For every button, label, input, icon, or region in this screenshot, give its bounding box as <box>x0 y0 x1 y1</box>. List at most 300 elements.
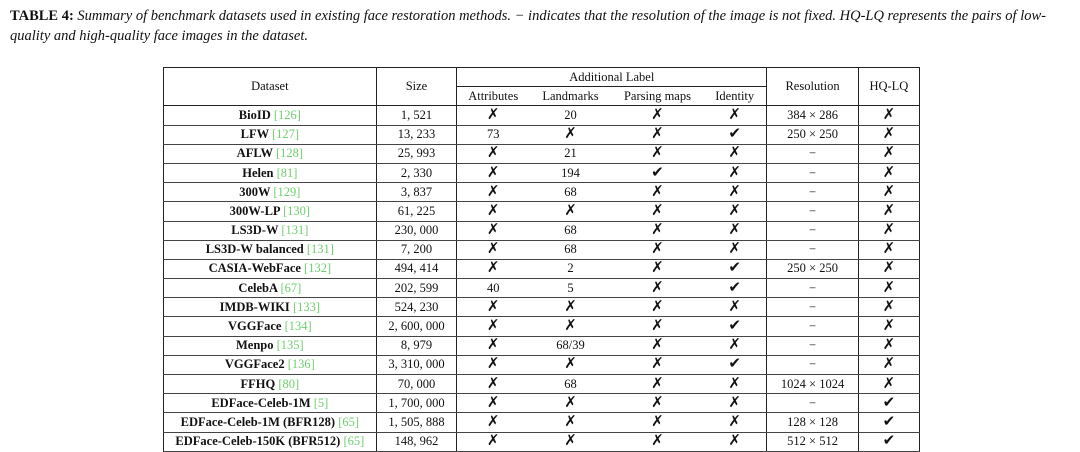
header-landmarks: Landmarks <box>529 87 612 106</box>
size-cell <box>376 375 457 394</box>
parsing-maps-cell <box>612 125 703 144</box>
table-row <box>164 298 920 317</box>
parsing-maps-cell-value: ✗ <box>651 241 664 258</box>
size-cell <box>376 163 457 182</box>
dataset-name: LS3D-W <box>231 223 279 238</box>
attributes-cell <box>457 375 529 394</box>
dataset-name: IMDB-WIKI <box>219 299 290 314</box>
table-row <box>164 202 920 221</box>
citation-link[interactable]: [135] <box>276 338 304 353</box>
citation-link[interactable]: [65] <box>338 414 360 429</box>
parsing-maps-cell-value: ✗ <box>651 126 664 143</box>
parsing-maps-cell <box>612 163 703 182</box>
attributes-cell <box>457 413 529 432</box>
header-resolution: Resolution <box>767 68 858 106</box>
size-cell <box>376 317 457 336</box>
identity-cell <box>703 240 767 259</box>
header-hq-lq: HQ-LQ <box>858 68 919 106</box>
size-cell-value: 2, 600, 000 <box>388 319 445 334</box>
landmarks-cell <box>529 336 612 355</box>
identity-cell-value: ✔ <box>728 279 741 296</box>
table-row <box>164 279 920 298</box>
parsing-maps-cell <box>612 221 703 240</box>
header-identity: Identity <box>703 87 767 106</box>
hq-lq-cell <box>858 221 919 240</box>
size-cell <box>376 202 457 221</box>
resolution-cell <box>767 394 858 413</box>
landmarks-cell <box>529 125 612 144</box>
attributes-cell-value: 40 <box>486 280 500 295</box>
attributes-cell <box>457 202 529 221</box>
table-row <box>164 432 920 451</box>
identity-cell <box>703 394 767 413</box>
resolution-cell <box>767 375 858 394</box>
caption-label: TABLE 4: <box>10 8 74 24</box>
landmarks-cell <box>529 413 612 432</box>
landmarks-cell-value: ✗ <box>564 394 577 411</box>
landmarks-cell-value: 20 <box>564 107 577 122</box>
attributes-cell <box>457 394 529 413</box>
size-cell-value: 230, 000 <box>394 223 439 238</box>
size-cell <box>376 240 457 259</box>
citation-link[interactable]: [65] <box>343 434 365 449</box>
resolution-cell <box>767 183 858 202</box>
dataset-name: AFLW <box>236 146 273 161</box>
table-row <box>164 125 920 144</box>
dataset-name: FFHQ <box>240 376 276 391</box>
resolution-cell <box>767 413 858 432</box>
hq-lq-cell <box>858 413 919 432</box>
table-row <box>164 355 920 374</box>
size-cell-value: 8, 979 <box>400 338 433 353</box>
hq-lq-cell <box>858 432 919 451</box>
dataset-name: EDFace-Celeb-150K (BFR512) <box>175 434 341 449</box>
size-cell-value: 70, 000 <box>397 376 436 391</box>
dataset-cell <box>164 163 377 182</box>
dataset-name: 300W-LP <box>229 203 280 218</box>
attributes-cell-value: ✗ <box>486 164 500 181</box>
attributes-cell-value: ✗ <box>486 298 500 315</box>
attributes-cell <box>457 221 529 240</box>
attributes-cell <box>457 355 529 374</box>
landmarks-cell-value: ✗ <box>564 356 577 373</box>
dataset-cell <box>164 298 377 317</box>
resolution-cell-value: − <box>809 299 817 314</box>
landmarks-cell-value: 2 <box>567 261 574 276</box>
header-dataset: Dataset <box>164 68 377 106</box>
identity-cell <box>703 279 767 298</box>
table-row <box>164 259 920 278</box>
attributes-cell <box>457 298 529 317</box>
attributes-cell-value: ✗ <box>486 375 500 392</box>
size-cell-value: 3, 837 <box>400 184 433 199</box>
size-cell-value: 524, 230 <box>394 299 439 314</box>
dataset-cell <box>164 202 377 221</box>
size-cell <box>376 144 457 163</box>
table-row <box>164 394 920 413</box>
citation-link[interactable]: [80] <box>278 376 300 391</box>
citation-link[interactable]: [81] <box>276 165 298 180</box>
hq-lq-cell <box>858 259 919 278</box>
header-attributes: Attributes <box>457 87 529 106</box>
dataset-cell <box>164 183 377 202</box>
landmarks-cell <box>529 163 612 182</box>
resolution-cell <box>767 240 858 259</box>
landmarks-cell-value: 5 <box>567 280 574 295</box>
resolution-cell-value: − <box>809 319 817 334</box>
size-cell <box>376 336 457 355</box>
resolution-cell <box>767 144 858 163</box>
landmarks-cell-value: ✗ <box>564 433 577 450</box>
attributes-cell-value: ✗ <box>486 260 500 277</box>
resolution-cell-value: − <box>809 146 817 161</box>
attributes-cell-value: ✗ <box>486 337 500 354</box>
citation-link[interactable]: [136] <box>287 357 315 372</box>
parsing-maps-cell <box>612 413 703 432</box>
identity-cell <box>703 298 767 317</box>
landmarks-cell <box>529 394 612 413</box>
hq-lq-cell-value: ✗ <box>882 318 896 335</box>
caption-text: Summary of benchmark datasets used in existing face restoration methods. − indicates that the resolution of the image is not fixed. HQ-LQ represents the pairs of low-quality and high-quality face images in the dataset. <box>10 8 1046 44</box>
size-cell-value: 1, 505, 888 <box>388 414 445 429</box>
citation-link[interactable]: [5] <box>313 395 329 410</box>
resolution-cell <box>767 432 858 451</box>
attributes-cell-value: ✗ <box>486 106 500 123</box>
dataset-cell <box>164 394 377 413</box>
resolution-cell <box>767 355 858 374</box>
landmarks-cell <box>529 279 612 298</box>
resolution-cell <box>767 125 858 144</box>
hq-lq-cell-value: ✗ <box>882 202 896 219</box>
attributes-cell <box>457 336 529 355</box>
identity-cell-value: ✗ <box>728 394 741 411</box>
attributes-cell-value: ✗ <box>486 356 500 373</box>
attributes-cell-value: ✗ <box>486 183 500 200</box>
hq-lq-cell-value: ✔ <box>882 394 896 411</box>
dataset-cell <box>164 317 377 336</box>
attributes-cell <box>457 240 529 259</box>
resolution-cell-value: − <box>809 395 817 410</box>
hq-lq-cell <box>858 144 919 163</box>
citation-link[interactable]: [129] <box>273 184 301 199</box>
identity-cell <box>703 355 767 374</box>
parsing-maps-cell-value: ✗ <box>651 183 664 200</box>
parsing-maps-cell <box>612 144 703 163</box>
dataset-name: VGGFace2 <box>224 357 285 372</box>
landmarks-cell-value: 68/39 <box>556 338 585 353</box>
table-row <box>164 317 920 336</box>
table-row <box>164 106 920 125</box>
hq-lq-cell-value: ✗ <box>882 356 896 373</box>
landmarks-cell <box>529 221 612 240</box>
size-cell <box>376 221 457 240</box>
size-cell-value: 1, 700, 000 <box>388 395 445 410</box>
attributes-cell-value: 73 <box>486 127 500 142</box>
hq-lq-cell <box>858 317 919 336</box>
attributes-cell-value: ✗ <box>486 394 500 411</box>
resolution-cell-value: − <box>809 223 817 238</box>
parsing-maps-cell-value: ✗ <box>651 356 664 373</box>
attributes-cell <box>457 144 529 163</box>
resolution-cell-value: 1024 × 1024 <box>780 376 845 391</box>
identity-cell-value: ✗ <box>728 298 741 315</box>
landmarks-cell-value: ✗ <box>564 298 577 315</box>
resolution-cell <box>767 221 858 240</box>
landmarks-cell <box>529 355 612 374</box>
parsing-maps-cell <box>612 317 703 336</box>
landmarks-cell <box>529 432 612 451</box>
size-cell <box>376 432 457 451</box>
resolution-cell <box>767 259 858 278</box>
table-row <box>164 375 920 394</box>
hq-lq-cell-value: ✗ <box>882 260 896 277</box>
hq-lq-cell <box>858 279 919 298</box>
hq-lq-cell <box>858 394 919 413</box>
hq-lq-cell <box>858 106 919 125</box>
hq-lq-cell-value: ✔ <box>882 433 896 450</box>
dataset-name: CelebA <box>238 280 278 295</box>
table-row <box>164 336 920 355</box>
dataset-cell <box>164 432 377 451</box>
resolution-cell <box>767 298 858 317</box>
resolution-cell-value: − <box>809 242 817 257</box>
parsing-maps-cell <box>612 183 703 202</box>
identity-cell-value: ✗ <box>728 375 741 392</box>
landmarks-cell-value: 68 <box>564 242 577 257</box>
table-row <box>164 144 920 163</box>
attributes-cell <box>457 163 529 182</box>
citation-link[interactable]: [133] <box>292 299 321 314</box>
resolution-cell-value: − <box>809 203 817 218</box>
citation-link[interactable]: [126] <box>273 107 301 122</box>
identity-cell-value: ✗ <box>728 222 741 239</box>
hq-lq-cell <box>858 298 919 317</box>
header-parsing-maps: Parsing maps <box>612 87 703 106</box>
landmarks-cell <box>529 202 612 221</box>
size-cell-value: 1, 521 <box>400 107 433 122</box>
parsing-maps-cell <box>612 202 703 221</box>
landmarks-cell <box>529 106 612 125</box>
dataset-name: LS3D-W balanced <box>205 242 304 257</box>
identity-cell-value: ✔ <box>728 126 741 143</box>
hq-lq-cell-value: ✗ <box>882 126 896 143</box>
size-cell-value: 13, 233 <box>397 127 436 142</box>
hq-lq-cell-value: ✗ <box>882 164 896 181</box>
dataset-cell <box>164 125 377 144</box>
dataset-name: 300W <box>239 184 271 199</box>
dataset-name: LFW <box>240 127 269 142</box>
parsing-maps-cell-value: ✗ <box>651 145 664 162</box>
parsing-maps-cell-value: ✗ <box>651 433 664 450</box>
landmarks-cell-value: ✗ <box>564 126 577 143</box>
parsing-maps-cell <box>612 298 703 317</box>
size-cell-value: 61, 225 <box>397 203 436 218</box>
parsing-maps-cell-value: ✗ <box>651 202 664 219</box>
landmarks-cell-value: 194 <box>561 165 580 180</box>
hq-lq-cell <box>858 202 919 221</box>
table-row <box>164 240 920 259</box>
size-cell <box>376 183 457 202</box>
attributes-cell <box>457 106 529 125</box>
hq-lq-cell-value: ✗ <box>882 337 896 354</box>
identity-cell <box>703 375 767 394</box>
attributes-cell <box>457 125 529 144</box>
hq-lq-cell-value: ✗ <box>882 375 896 392</box>
size-cell <box>376 279 457 298</box>
identity-cell-value: ✗ <box>728 433 741 450</box>
citation-link[interactable]: [131] <box>306 242 334 257</box>
citation-link[interactable]: [134] <box>284 319 312 334</box>
size-cell-value: 3, 310, 000 <box>388 357 445 372</box>
benchmark-table-wrapper <box>163 67 920 452</box>
landmarks-cell <box>529 183 612 202</box>
identity-cell <box>703 202 767 221</box>
resolution-cell <box>767 317 858 336</box>
identity-cell-value: ✗ <box>728 183 741 200</box>
landmarks-cell-value: 68 <box>564 184 577 199</box>
resolution-cell-value: 128 × 128 <box>787 414 838 429</box>
parsing-maps-cell-value: ✗ <box>651 222 664 239</box>
landmarks-cell <box>529 298 612 317</box>
dataset-name: Menpo <box>235 338 274 353</box>
size-cell-value: 25, 993 <box>397 146 436 161</box>
dataset-cell <box>164 355 377 374</box>
identity-cell-value: ✗ <box>728 106 741 123</box>
identity-cell-value: ✗ <box>728 202 741 219</box>
attributes-cell-value: ✗ <box>486 145 500 162</box>
dataset-cell <box>164 279 377 298</box>
header-additional-label: Additional Label <box>457 68 767 87</box>
citation-link[interactable]: [130] <box>282 203 311 218</box>
identity-cell-value: ✗ <box>728 337 741 354</box>
citation-link[interactable]: [127] <box>271 127 300 142</box>
parsing-maps-cell-value: ✗ <box>651 375 664 392</box>
identity-cell <box>703 221 767 240</box>
parsing-maps-cell-value: ✗ <box>651 279 664 296</box>
dataset-cell <box>164 413 377 432</box>
resolution-cell-value: − <box>809 165 817 180</box>
parsing-maps-cell <box>612 259 703 278</box>
attributes-cell-value: ✗ <box>486 241 500 258</box>
dataset-cell <box>164 336 377 355</box>
landmarks-cell-value: 68 <box>564 376 577 391</box>
hq-lq-cell-value: ✗ <box>882 222 896 239</box>
parsing-maps-cell <box>612 106 703 125</box>
size-cell <box>376 106 457 125</box>
size-cell <box>376 413 457 432</box>
size-cell <box>376 125 457 144</box>
parsing-maps-cell-value: ✗ <box>651 337 664 354</box>
resolution-cell <box>767 336 858 355</box>
dataset-name: EDFace-Celeb-1M <box>211 395 311 410</box>
landmarks-cell-value: 21 <box>564 146 577 161</box>
size-cell-value: 7, 200 <box>400 242 433 257</box>
attributes-cell-value: ✗ <box>486 413 500 430</box>
identity-cell <box>703 259 767 278</box>
hq-lq-cell-value: ✗ <box>882 298 896 315</box>
dataset-name: Helen <box>242 165 274 180</box>
dataset-name: CASIA-WebFace <box>208 261 301 276</box>
dataset-cell <box>164 221 377 240</box>
parsing-maps-cell-value: ✗ <box>651 106 664 123</box>
citation-link[interactable]: [128] <box>275 146 304 161</box>
hq-lq-cell <box>858 163 919 182</box>
attributes-cell <box>457 279 529 298</box>
resolution-cell-value: − <box>809 184 817 199</box>
parsing-maps-cell <box>612 394 703 413</box>
attributes-cell <box>457 183 529 202</box>
parsing-maps-cell <box>612 279 703 298</box>
header-size: Size <box>376 68 457 106</box>
hq-lq-cell <box>858 125 919 144</box>
size-cell-value: 148, 962 <box>394 434 439 449</box>
landmarks-cell <box>529 375 612 394</box>
landmarks-cell <box>529 144 612 163</box>
hq-lq-cell <box>858 183 919 202</box>
identity-cell-value: ✔ <box>728 260 741 277</box>
resolution-cell-value: 250 × 250 <box>787 261 838 276</box>
parsing-maps-cell <box>612 355 703 374</box>
identity-cell <box>703 106 767 125</box>
landmarks-cell-value: ✗ <box>564 318 577 335</box>
citation-link[interactable]: [67] <box>280 280 302 295</box>
table-row <box>164 221 920 240</box>
dataset-name: VGGFace <box>228 319 282 334</box>
identity-cell-value: ✔ <box>728 318 741 335</box>
resolution-cell-value: 250 × 250 <box>787 127 838 142</box>
attributes-cell <box>457 317 529 336</box>
identity-cell <box>703 432 767 451</box>
size-cell <box>376 355 457 374</box>
parsing-maps-cell-value: ✗ <box>651 298 664 315</box>
citation-link[interactable]: [131] <box>281 223 309 238</box>
dataset-cell <box>164 144 377 163</box>
benchmark-table <box>163 67 920 452</box>
identity-cell <box>703 163 767 182</box>
dataset-cell <box>164 106 377 125</box>
dataset-cell <box>164 259 377 278</box>
size-cell <box>376 298 457 317</box>
dataset-name: BioID <box>238 107 271 122</box>
hq-lq-cell-value: ✗ <box>882 279 896 296</box>
size-cell-value: 2, 330 <box>400 165 433 180</box>
resolution-cell-value: − <box>809 280 817 295</box>
size-cell <box>376 394 457 413</box>
identity-cell-value: ✗ <box>728 145 741 162</box>
dataset-name: EDFace-Celeb-1M (BFR128) <box>180 414 336 429</box>
resolution-cell-value: 512 × 512 <box>787 434 838 449</box>
hq-lq-cell <box>858 375 919 394</box>
resolution-cell <box>767 279 858 298</box>
table-body <box>164 106 920 451</box>
identity-cell <box>703 183 767 202</box>
resolution-cell <box>767 106 858 125</box>
attributes-cell-value: ✗ <box>486 202 500 219</box>
hq-lq-cell-value: ✗ <box>882 241 896 258</box>
identity-cell <box>703 413 767 432</box>
attributes-cell-value: ✗ <box>486 318 500 335</box>
parsing-maps-cell-value: ✗ <box>651 260 664 277</box>
size-cell-value: 202, 599 <box>394 280 439 295</box>
attributes-cell-value: ✗ <box>486 222 500 239</box>
hq-lq-cell-value: ✗ <box>882 106 896 123</box>
identity-cell-value: ✗ <box>728 413 741 430</box>
resolution-cell-value: − <box>809 338 817 353</box>
parsing-maps-cell-value: ✗ <box>651 394 664 411</box>
dataset-cell <box>164 240 377 259</box>
attributes-cell-value: ✗ <box>486 433 500 450</box>
citation-link[interactable]: [132] <box>304 261 332 276</box>
